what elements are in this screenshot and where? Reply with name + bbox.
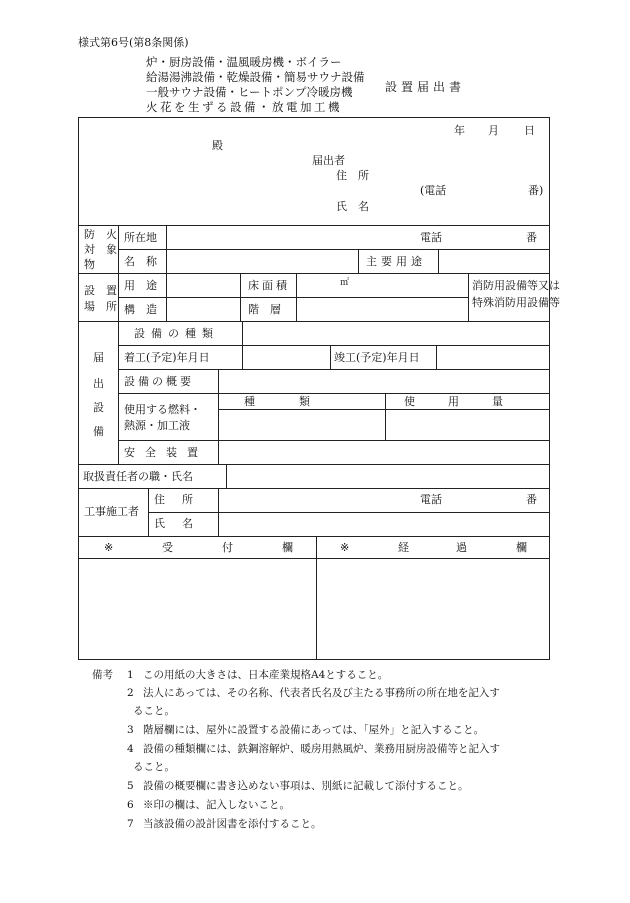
equipment-side-3: 設 [93,401,104,414]
location-ban-label: 番 [526,231,537,244]
receipt-char-2: 付 [222,541,233,554]
object-label-2: 対 象 [84,243,117,256]
structure-label: 構 造 [124,303,157,316]
note-3-text: 階層欄には、屋外に設置する設備にあっては、「屋外」と記入すること。 [143,724,485,736]
note-4-num: 4 [127,743,134,755]
place-use-label: 用 途 [124,279,157,292]
location-phone-label: 電話 [420,231,442,244]
contractor-ban-label: 番 [526,493,537,506]
fire-equipment-label-1: 消防用設備等又は [472,279,560,292]
note-1-text: この用紙の大きさは、日本産業規格A4とすること。 [143,669,389,681]
note-1-num: 1 [127,669,134,681]
safety-label: 安全装置 [124,446,208,459]
finish-date-label: 竣工(予定)年月日 [334,351,420,364]
fuel-label-2: 熱源・加工液 [124,419,190,432]
applicant-label: 届出者 [312,154,345,167]
receipt-char-1: 受 [162,541,173,554]
object-label-3: 物 [84,258,95,271]
note-2-text-1: 法人にあっては、その名称、代表者氏名及び主たる事務所の所在地を記入す [143,687,500,699]
progress-mark: ※ [340,541,350,554]
floor-area-label: 床面積 [248,279,290,292]
contractor-name-label: 氏 名 [154,517,196,530]
equipment-type-label: 設備の種類 [134,327,219,340]
note-7-text: 当該設備の設計図書を添付すること。 [143,818,322,830]
start-date-label: 着工(予定)年月日 [124,351,210,364]
manager-label: 取扱責任者の職・氏名 [83,470,193,483]
date-month: 月 [488,124,499,137]
progress-char-2: 過 [456,541,467,554]
addressee: 殿 [212,139,223,152]
contractor-address-label: 住 所 [154,493,196,506]
note-4-text-1: 設備の種類欄には、鉄鋼溶解炉、暖房用熱風炉、業務用厨房設備等と記入す [143,743,500,755]
contractor-phone-label: 電話 [420,493,442,506]
contractor-label: 工事施工者 [84,505,139,518]
receipt-mark: ※ [104,541,114,554]
form-number: 様式第6号(第8条関係) [78,36,189,49]
place-label-2: 場 所 [84,300,117,313]
equipment-side-1: 届 [93,351,104,364]
receipt-char-3: 欄 [282,541,293,554]
object-name-label: 名 称 [124,255,157,268]
applicant-address-label: 住 所 [336,169,369,182]
note-5-num: 5 [127,780,134,792]
date-year: 年 [454,124,465,137]
overview-label: 設備の概要 [124,375,194,388]
note-2-text-2: ること。 [133,705,175,717]
equipment-line-4: 火花を生ずる設備・放電加工機 [146,100,342,114]
place-label-1: 設 置 [84,284,117,297]
location-label: 所在地 [124,231,157,244]
date-day: 日 [524,124,535,137]
progress-char-1: 経 [398,541,409,554]
notes-heading: 備考 [92,669,113,681]
floor-label: 階 層 [248,303,281,316]
note-6-num: 6 [127,799,134,811]
note-2-num: 2 [127,687,134,699]
note-5-text: 設備の概要欄に書き込めない事項は、別紙に記載して添付すること。 [143,780,469,792]
applicant-phone-close: 番) [528,184,544,197]
form-table [78,117,550,660]
fuel-label-1: 使用する燃料・ [124,403,201,416]
note-3-num: 3 [127,724,134,736]
equipment-line-3: 一般サウナ設備・ヒートポンプ冷暖房機 [146,85,353,99]
form-title: 設置届出書 [385,80,466,94]
equipment-side-4: 備 [93,425,104,438]
object-label-1: 防 火 [84,228,117,241]
applicant-name-label: 氏 名 [336,200,369,213]
equipment-side-2: 出 [93,377,104,390]
equipment-line-2: 給湯湯沸設備・乾燥設備・簡易サウナ設備 [146,70,365,84]
fuel-kind-header: 種 類 [244,395,310,408]
applicant-phone-open: (電話 [420,184,447,197]
note-7-num: 7 [127,818,134,830]
note-4-text-2: ること。 [133,761,175,773]
equipment-line-1: 炉・厨房設備・温風暖房機・ボイラー [146,55,342,69]
progress-char-3: 欄 [516,541,527,554]
floor-area-unit: ㎡ [340,278,350,288]
fuel-usage-header: 使 用 量 [404,395,503,408]
main-use-label: 主要用途 [366,255,426,268]
note-6-text: ※印の欄は、記入しないこと。 [143,799,290,811]
fire-equipment-label-2: 特殊消防用設備等 [472,296,560,309]
